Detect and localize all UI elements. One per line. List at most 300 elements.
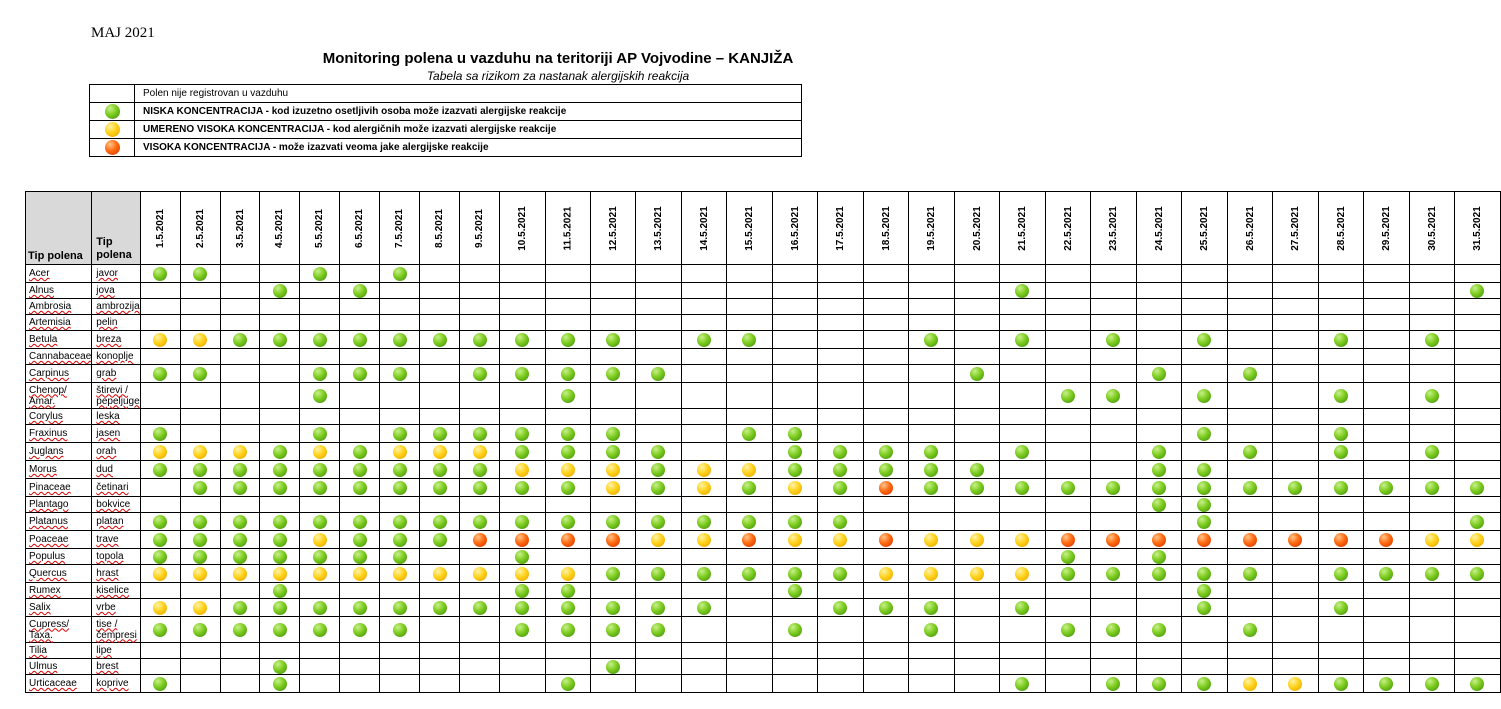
- concentration-cell: [500, 565, 546, 583]
- mid-concentration-dot-icon: [153, 601, 167, 615]
- table-header-row: [26, 192, 1501, 265]
- date-label: 22.5.2021: [1062, 205, 1074, 251]
- date-label: 7.5.2021: [394, 208, 406, 248]
- concentration-cell: [1364, 349, 1410, 365]
- concentration-cell: [420, 461, 460, 479]
- low-concentration-dot-icon: [1015, 284, 1029, 298]
- mid-concentration-dot-icon: [970, 533, 984, 547]
- concentration-cell: [300, 365, 340, 383]
- concentration-cell: [1318, 549, 1364, 565]
- concentration-cell: [500, 583, 546, 599]
- concentration-cell: [300, 461, 340, 479]
- low-concentration-dot-icon: [788, 567, 802, 581]
- pollen-local-line: čempresi: [96, 629, 137, 641]
- pollen-latin-name: [26, 643, 92, 659]
- concentration-cell: [1227, 565, 1273, 583]
- date-column-header: [681, 192, 727, 265]
- low-concentration-dot-icon: [105, 104, 120, 119]
- concentration-cell: [590, 425, 636, 443]
- concentration-cell: [180, 299, 220, 315]
- concentration-cell: [909, 331, 955, 349]
- low-concentration-dot-icon: [515, 481, 529, 495]
- concentration-cell: [1136, 565, 1182, 583]
- concentration-cell: [1455, 443, 1501, 461]
- concentration-cell: [681, 565, 727, 583]
- high-concentration-dot-icon: [879, 481, 893, 495]
- concentration-cell: [1136, 599, 1182, 617]
- concentration-cell: [1182, 349, 1228, 365]
- concentration-cell: [1182, 443, 1228, 461]
- low-concentration-dot-icon: [153, 427, 167, 441]
- concentration-cell: [1227, 299, 1273, 315]
- concentration-cell: [1000, 513, 1046, 531]
- low-concentration-dot-icon: [924, 623, 938, 637]
- concentration-cell: [772, 479, 818, 497]
- concentration-cell: [772, 383, 818, 409]
- concentration-cell: [772, 265, 818, 283]
- concentration-cell: [1091, 513, 1137, 531]
- concentration-cell: [1182, 331, 1228, 349]
- low-concentration-dot-icon: [193, 515, 207, 529]
- mid-concentration-dot-icon: [788, 481, 802, 495]
- low-concentration-dot-icon: [473, 515, 487, 529]
- low-concentration-dot-icon: [1288, 481, 1302, 495]
- pollen-latin-line: Acer: [29, 268, 50, 279]
- concentration-cell: [772, 643, 818, 659]
- concentration-cell: [1409, 409, 1455, 425]
- concentration-cell: [220, 513, 260, 531]
- concentration-cell: [300, 549, 340, 565]
- concentration-cell: [818, 479, 864, 497]
- concentration-cell: [863, 425, 909, 443]
- concentration-cell: [681, 425, 727, 443]
- pollen-latin-name: [26, 461, 92, 479]
- concentration-cell: [772, 349, 818, 365]
- date-column-header: [1000, 192, 1046, 265]
- concentration-cell: [380, 443, 420, 461]
- low-concentration-dot-icon: [561, 445, 575, 459]
- concentration-cell: [220, 599, 260, 617]
- concentration-cell: [1091, 461, 1137, 479]
- concentration-cell: [727, 675, 773, 693]
- high-concentration-dot-icon: [606, 533, 620, 547]
- concentration-cell: [1364, 283, 1410, 299]
- low-concentration-dot-icon: [1197, 481, 1211, 495]
- concentration-cell: [590, 479, 636, 497]
- concentration-cell: [954, 497, 1000, 513]
- concentration-cell: [260, 299, 300, 315]
- legend-description: - kod alergičnih može izazvati alergijske reakcije: [323, 124, 557, 135]
- legend-icon-cell: [90, 85, 135, 103]
- concentration-cell: [727, 365, 773, 383]
- concentration-cell: [140, 409, 180, 425]
- concentration-cell: [1273, 443, 1319, 461]
- concentration-cell: [636, 513, 682, 531]
- concentration-cell: [818, 497, 864, 513]
- concentration-cell: [140, 583, 180, 599]
- concentration-cell: [220, 299, 260, 315]
- low-concentration-dot-icon: [233, 601, 247, 615]
- low-concentration-dot-icon: [1061, 550, 1075, 564]
- pollen-local-line: kiselice: [96, 585, 130, 596]
- concentration-cell: [180, 265, 220, 283]
- concentration-cell: [681, 659, 727, 675]
- concentration-cell: [1045, 531, 1091, 549]
- low-concentration-dot-icon: [651, 481, 665, 495]
- low-concentration-dot-icon: [788, 584, 802, 598]
- low-concentration-dot-icon: [193, 267, 207, 281]
- concentration-cell: [1318, 365, 1364, 383]
- low-concentration-dot-icon: [561, 623, 575, 637]
- concentration-cell: [1455, 675, 1501, 693]
- concentration-cell: [380, 349, 420, 365]
- concentration-cell: [380, 365, 420, 383]
- pollen-local-line: trave: [96, 534, 119, 545]
- concentration-cell: [1364, 383, 1410, 409]
- concentration-cell: [220, 549, 260, 565]
- concentration-cell: [1182, 365, 1228, 383]
- concentration-cell: [1000, 531, 1046, 549]
- low-concentration-dot-icon: [742, 427, 756, 441]
- concentration-cell: [1045, 299, 1091, 315]
- low-concentration-dot-icon: [833, 445, 847, 459]
- concentration-cell: [180, 549, 220, 565]
- concentration-cell: [1455, 349, 1501, 365]
- low-concentration-dot-icon: [924, 463, 938, 477]
- concentration-cell: [545, 383, 590, 409]
- concentration-cell: [460, 617, 500, 643]
- concentration-cell: [1000, 349, 1046, 365]
- date-column-header: [420, 192, 460, 265]
- mid-concentration-dot-icon: [651, 533, 665, 547]
- mid-concentration-dot-icon: [1425, 533, 1439, 547]
- low-concentration-dot-icon: [353, 284, 367, 298]
- concentration-cell: [590, 675, 636, 693]
- concentration-cell: [1273, 643, 1319, 659]
- concentration-cell: [545, 549, 590, 565]
- low-concentration-dot-icon: [313, 601, 327, 615]
- low-concentration-dot-icon: [153, 367, 167, 381]
- low-concentration-dot-icon: [1243, 445, 1257, 459]
- concentration-cell: [590, 331, 636, 349]
- concentration-cell: [1182, 583, 1228, 599]
- pollen-latin-line: Rumex: [29, 585, 61, 596]
- concentration-cell: [1000, 643, 1046, 659]
- concentration-cell: [380, 299, 420, 315]
- concentration-cell: [1227, 659, 1273, 675]
- date-column-header: [140, 192, 180, 265]
- low-concentration-dot-icon: [1152, 445, 1166, 459]
- pollen-local-line: breza: [96, 334, 122, 345]
- concentration-cell: [1136, 365, 1182, 383]
- concentration-cell: [340, 599, 380, 617]
- pollen-local-name: [92, 659, 140, 675]
- concentration-cell: [863, 531, 909, 549]
- table-row: [26, 497, 1501, 513]
- concentration-cell: [727, 265, 773, 283]
- concentration-cell: [909, 349, 955, 365]
- concentration-cell: [590, 643, 636, 659]
- low-concentration-dot-icon: [1106, 567, 1120, 581]
- pollen-local-name: [92, 617, 140, 643]
- low-concentration-dot-icon: [1470, 567, 1484, 581]
- concentration-cell: [590, 299, 636, 315]
- low-concentration-dot-icon: [313, 267, 327, 281]
- concentration-cell: [1364, 479, 1410, 497]
- concentration-cell: [636, 331, 682, 349]
- concentration-cell: [220, 461, 260, 479]
- date-label: 6.5.2021: [354, 208, 366, 248]
- concentration-cell: [681, 299, 727, 315]
- concentration-cell: [1227, 617, 1273, 643]
- date-column-header: [636, 192, 682, 265]
- concentration-cell: [260, 583, 300, 599]
- concentration-cell: [772, 315, 818, 331]
- concentration-cell: [1318, 443, 1364, 461]
- concentration-cell: [1136, 461, 1182, 479]
- concentration-cell: [1227, 383, 1273, 409]
- concentration-cell: [1045, 461, 1091, 479]
- concentration-cell: [1455, 599, 1501, 617]
- concentration-cell: [636, 365, 682, 383]
- low-concentration-dot-icon: [273, 515, 287, 529]
- concentration-cell: [260, 425, 300, 443]
- concentration-cell: [180, 349, 220, 365]
- pollen-local-name: [92, 409, 140, 425]
- mid-concentration-dot-icon: [193, 333, 207, 347]
- concentration-cell: [863, 443, 909, 461]
- concentration-cell: [1091, 265, 1137, 283]
- concentration-cell: [818, 549, 864, 565]
- low-concentration-dot-icon: [606, 367, 620, 381]
- concentration-cell: [260, 643, 300, 659]
- low-concentration-dot-icon: [1334, 389, 1348, 403]
- low-concentration-dot-icon: [1379, 481, 1393, 495]
- low-concentration-dot-icon: [833, 481, 847, 495]
- concentration-cell: [420, 383, 460, 409]
- concentration-cell: [1182, 299, 1228, 315]
- concentration-cell: [954, 283, 1000, 299]
- concentration-cell: [772, 549, 818, 565]
- concentration-cell: [545, 315, 590, 331]
- concentration-cell: [545, 531, 590, 549]
- concentration-cell: [340, 443, 380, 461]
- low-concentration-dot-icon: [833, 463, 847, 477]
- pollen-latin-line: Alnus: [29, 285, 55, 296]
- low-concentration-dot-icon: [606, 445, 620, 459]
- low-concentration-dot-icon: [273, 333, 287, 347]
- concentration-cell: [909, 497, 955, 513]
- concentration-cell: [340, 409, 380, 425]
- mid-concentration-dot-icon: [393, 445, 407, 459]
- date-column-header: [180, 192, 220, 265]
- concentration-cell: [1273, 531, 1319, 549]
- pollen-latin-name: [26, 617, 92, 643]
- low-concentration-dot-icon: [742, 515, 756, 529]
- concentration-cell: [863, 265, 909, 283]
- concentration-cell: [1000, 461, 1046, 479]
- low-concentration-dot-icon: [1015, 445, 1029, 459]
- pollen-latin-name: [26, 497, 92, 513]
- concentration-cell: [590, 265, 636, 283]
- pollen-latin-name: [26, 283, 92, 299]
- concentration-cell: [180, 497, 220, 513]
- low-concentration-dot-icon: [273, 677, 287, 691]
- low-concentration-dot-icon: [313, 623, 327, 637]
- pollen-latin-name: [26, 443, 92, 461]
- concentration-cell: [772, 461, 818, 479]
- concentration-cell: [545, 461, 590, 479]
- concentration-cell: [727, 331, 773, 349]
- pollen-latin-line: Juglans: [29, 446, 64, 457]
- mid-concentration-dot-icon: [273, 567, 287, 581]
- concentration-cell: [460, 497, 500, 513]
- concentration-cell: [1000, 659, 1046, 675]
- concentration-cell: [380, 513, 420, 531]
- concentration-cell: [220, 283, 260, 299]
- concentration-cell: [420, 617, 460, 643]
- low-concentration-dot-icon: [353, 623, 367, 637]
- concentration-cell: [1364, 461, 1410, 479]
- pollen-latin-name: [26, 479, 92, 497]
- concentration-cell: [863, 315, 909, 331]
- pollen-local-name: [92, 383, 140, 409]
- low-concentration-dot-icon: [193, 481, 207, 495]
- concentration-cell: [340, 617, 380, 643]
- concentration-cell: [818, 583, 864, 599]
- concentration-cell: [681, 675, 727, 693]
- concentration-cell: [1409, 315, 1455, 331]
- low-concentration-dot-icon: [1425, 677, 1439, 691]
- date-label: 25.5.2021: [1198, 205, 1210, 251]
- concentration-cell: [727, 315, 773, 331]
- concentration-cell: [220, 265, 260, 283]
- concentration-cell: [1136, 479, 1182, 497]
- concentration-cell: [1318, 675, 1364, 693]
- low-concentration-dot-icon: [393, 481, 407, 495]
- concentration-cell: [300, 331, 340, 349]
- low-concentration-dot-icon: [193, 623, 207, 637]
- date-label: 8.5.2021: [434, 208, 446, 248]
- concentration-cell: [300, 531, 340, 549]
- concentration-cell: [380, 265, 420, 283]
- concentration-cell: [1318, 461, 1364, 479]
- concentration-cell: [1045, 349, 1091, 365]
- concentration-cell: [1409, 265, 1455, 283]
- concentration-cell: [545, 583, 590, 599]
- concentration-cell: [1227, 365, 1273, 383]
- concentration-cell: [1045, 565, 1091, 583]
- concentration-cell: [1364, 599, 1410, 617]
- pollen-local-name: [92, 425, 140, 443]
- concentration-cell: [1409, 461, 1455, 479]
- concentration-cell: [1273, 265, 1319, 283]
- legend-icon-cell: [90, 139, 135, 157]
- high-concentration-dot-icon: [561, 533, 575, 547]
- concentration-cell: [380, 643, 420, 659]
- concentration-cell: [590, 409, 636, 425]
- concentration-cell: [681, 365, 727, 383]
- table-row: [26, 583, 1501, 599]
- pollen-local-line: orah: [96, 446, 117, 457]
- concentration-cell: [1091, 675, 1137, 693]
- concentration-cell: [1273, 617, 1319, 643]
- pollen-latin-name: [26, 409, 92, 425]
- concentration-cell: [954, 443, 1000, 461]
- pollen-local-line: hrast: [96, 568, 119, 579]
- low-concentration-dot-icon: [1152, 677, 1166, 691]
- mid-concentration-dot-icon: [153, 567, 167, 581]
- date-column-header: [220, 192, 260, 265]
- low-concentration-dot-icon: [233, 463, 247, 477]
- date-label: 17.5.2021: [834, 205, 846, 251]
- pollen-latin-line: Ulmus: [29, 661, 58, 672]
- concentration-cell: [909, 513, 955, 531]
- mid-concentration-dot-icon: [606, 463, 620, 477]
- concentration-cell: [681, 443, 727, 461]
- concentration-cell: [863, 349, 909, 365]
- concentration-cell: [1182, 531, 1228, 549]
- concentration-cell: [1227, 599, 1273, 617]
- date-column-header: [1409, 192, 1455, 265]
- concentration-cell: [954, 549, 1000, 565]
- low-concentration-dot-icon: [561, 481, 575, 495]
- concentration-cell: [545, 349, 590, 365]
- concentration-cell: [1455, 549, 1501, 565]
- concentration-cell: [1455, 315, 1501, 331]
- concentration-cell: [1045, 409, 1091, 425]
- concentration-cell: [140, 299, 180, 315]
- concentration-cell: [140, 675, 180, 693]
- concentration-cell: [681, 461, 727, 479]
- concentration-cell: [1000, 365, 1046, 383]
- mid-concentration-dot-icon: [433, 567, 447, 581]
- date-column-header: [340, 192, 380, 265]
- concentration-cell: [1455, 265, 1501, 283]
- low-concentration-dot-icon: [473, 427, 487, 441]
- low-concentration-dot-icon: [1470, 515, 1484, 529]
- low-concentration-dot-icon: [788, 427, 802, 441]
- concentration-cell: [954, 265, 1000, 283]
- concentration-cell: [545, 675, 590, 693]
- concentration-cell: [545, 643, 590, 659]
- concentration-cell: [909, 383, 955, 409]
- concentration-cell: [1409, 565, 1455, 583]
- concentration-cell: [420, 315, 460, 331]
- concentration-cell: [818, 461, 864, 479]
- pollen-latin-line: Pinaceae: [29, 482, 71, 493]
- concentration-cell: [590, 365, 636, 383]
- concentration-cell: [909, 425, 955, 443]
- concentration-cell: [460, 549, 500, 565]
- concentration-cell: [681, 383, 727, 409]
- pollen-latin-name: [26, 565, 92, 583]
- mid-concentration-dot-icon: [697, 533, 711, 547]
- date-label: 26.5.2021: [1244, 205, 1256, 251]
- low-concentration-dot-icon: [651, 623, 665, 637]
- concentration-cell: [1000, 315, 1046, 331]
- concentration-cell: [300, 409, 340, 425]
- concentration-cell: [1136, 315, 1182, 331]
- low-concentration-dot-icon: [606, 515, 620, 529]
- concentration-cell: [1318, 479, 1364, 497]
- table-row: [26, 599, 1501, 617]
- pollen-local-name: [92, 675, 140, 693]
- concentration-cell: [340, 565, 380, 583]
- concentration-cell: [220, 531, 260, 549]
- concentration-cell: [180, 675, 220, 693]
- low-concentration-dot-icon: [1197, 427, 1211, 441]
